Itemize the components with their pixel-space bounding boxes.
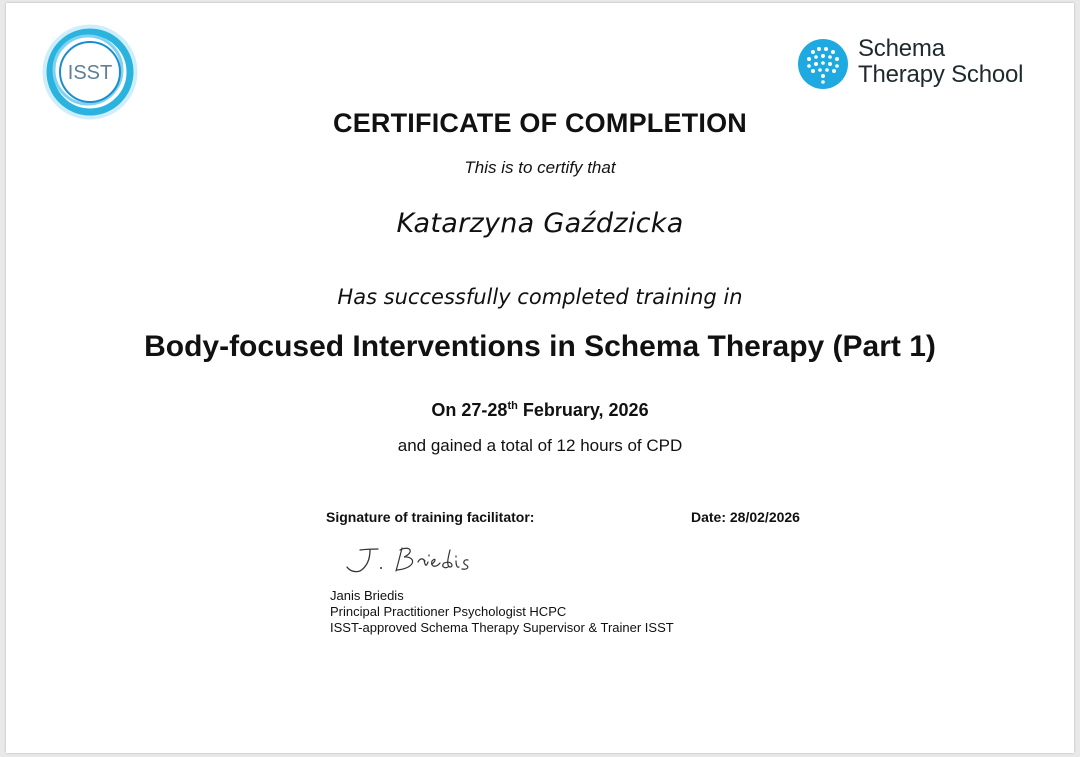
schema-therapy-school-logo <box>797 34 1047 96</box>
facilitator-name: Janis Briedis <box>330 588 404 603</box>
schema-therapy-school-wordmark <box>858 36 1023 88</box>
cpd-line: and gained a total of 12 hours of CPD <box>397 436 683 455</box>
svg-text:ISST: ISST <box>67 62 113 84</box>
course-title: Body-focused Interventions in Schema Therapy (Part 1) <box>144 330 936 363</box>
facilitator-title-2: ISST-approved Schema Therapy Supervisor & Trainer ISST <box>330 620 674 635</box>
brain-dots-icon <box>797 38 849 90</box>
sts-line1: Schema <box>858 35 945 62</box>
date-label: Date: 28/02/2026 <box>691 509 800 525</box>
handwritten-signature <box>340 540 500 580</box>
certify-line: This is to certify that <box>464 158 616 177</box>
dates-rest: February, 2026 <box>517 400 649 420</box>
signature-label: Signature of training facilitator: <box>326 509 535 525</box>
facilitator-title-1: Principal Practitioner Psychologist HCPC <box>330 604 567 619</box>
dates-prefix: On 27-28 <box>431 400 508 420</box>
dates-ordinal: th <box>507 400 518 412</box>
facilitator-details <box>330 588 674 636</box>
completed-line: Has successfully completed training in <box>337 285 743 309</box>
certificate-title: CERTIFICATE OF COMPLETION <box>333 108 747 138</box>
training-dates <box>0 400 1080 421</box>
isst-logo <box>42 24 138 120</box>
sts-line2: Therapy School <box>858 61 1024 88</box>
recipient-name: Katarzyna Gaździcka <box>396 208 684 239</box>
